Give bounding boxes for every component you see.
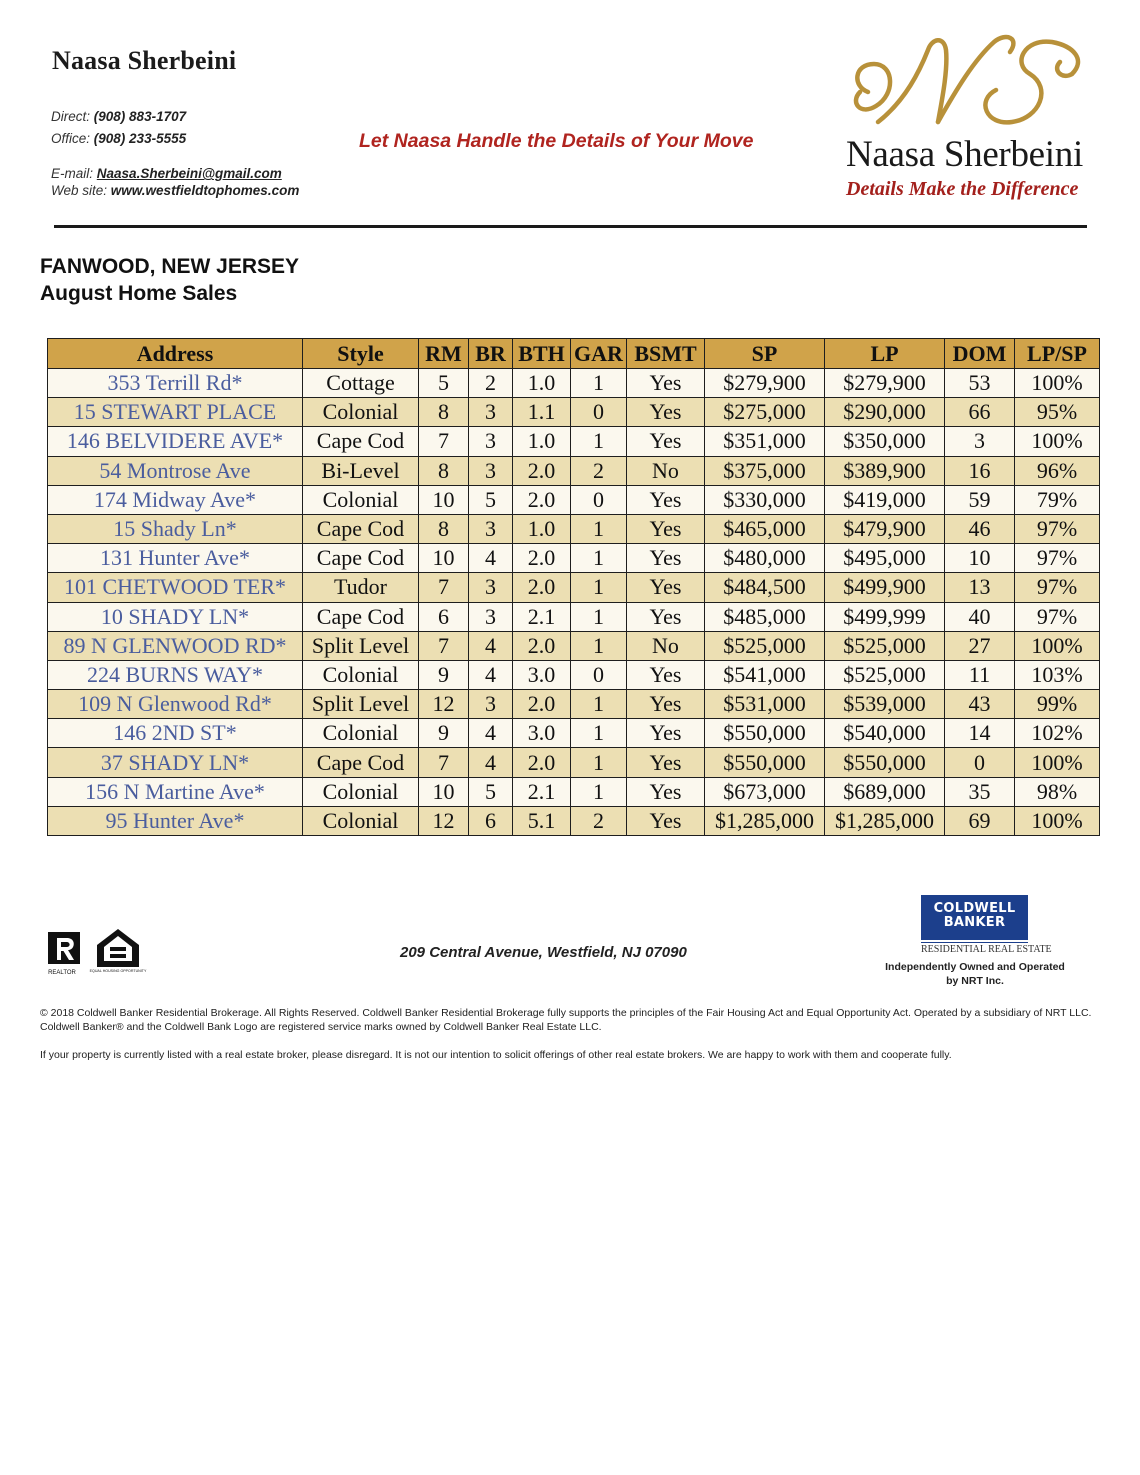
cell-style: Bi-Level [303, 456, 419, 485]
cell-lp-sp: 97% [1015, 544, 1100, 573]
cell-rm: 12 [419, 690, 469, 719]
cell-bth: 1.1 [513, 398, 571, 427]
cell-sp: $465,000 [705, 514, 825, 543]
cell-br: 3 [469, 573, 513, 602]
cell-style: Colonial [303, 719, 419, 748]
cell-lp: $479,900 [825, 514, 945, 543]
cell-address: 15 STEWART PLACE [48, 398, 303, 427]
cell-dom: 53 [945, 369, 1015, 398]
cell-lp: $540,000 [825, 719, 945, 748]
cell-lp-sp: 95% [1015, 398, 1100, 427]
solicitation-disclaimer: If your property is currently listed with a real estate broker, please disregard. It is not our intention to solicit offerings of other real estate brokers. We are happy to work with them and cooperate fully. [40, 1049, 952, 1061]
table-row [48, 398, 1100, 427]
cell-gar: 1 [571, 544, 627, 573]
cell-lp: $495,000 [825, 544, 945, 573]
web-label: Web site: [51, 183, 108, 198]
office-phone: (908) 233-5555 [93, 131, 187, 146]
cell-bsmt: No [627, 456, 705, 485]
table-row [48, 806, 1100, 835]
cell-bsmt: Yes [627, 544, 705, 573]
cell-gar: 1 [571, 602, 627, 631]
cell-rm: 9 [419, 660, 469, 689]
coldwell-banker-logo [921, 895, 1028, 940]
cell-lp: $350,000 [825, 427, 945, 456]
cell-bth: 2.0 [513, 544, 571, 573]
cell-address: 95 Hunter Ave* [48, 806, 303, 835]
report-location: FANWOOD, NEW JERSEY [40, 255, 300, 278]
table-row [48, 456, 1100, 485]
cell-sp: $550,000 [705, 748, 825, 777]
cell-lp-sp: 99% [1015, 690, 1100, 719]
cell-rm: 10 [419, 485, 469, 514]
cell-bth: 2.0 [513, 631, 571, 660]
cb-logo-line1: COLDWELL [933, 901, 1016, 916]
cell-address: 224 BURNS WAY* [48, 660, 303, 689]
column-header-address: Address [48, 339, 303, 369]
cell-address: 89 N GLENWOOD RD* [48, 631, 303, 660]
cell-gar: 1 [571, 573, 627, 602]
table-row [48, 427, 1100, 456]
cell-lp-sp: 96% [1015, 456, 1100, 485]
cell-bsmt: Yes [627, 719, 705, 748]
direct-label: Direct: [51, 109, 91, 124]
cell-lp-sp: 100% [1015, 631, 1100, 660]
table-row [48, 544, 1100, 573]
cell-lp: $499,900 [825, 573, 945, 602]
cell-rm: 10 [419, 777, 469, 806]
cell-style: Cape Cod [303, 748, 419, 777]
cell-sp: $541,000 [705, 660, 825, 689]
cell-lp-sp: 100% [1015, 369, 1100, 398]
cell-style: Colonial [303, 806, 419, 835]
column-header-style: Style [303, 339, 419, 369]
cell-dom: 40 [945, 602, 1015, 631]
cell-lp-sp: 103% [1015, 660, 1100, 689]
cell-gar: 1 [571, 690, 627, 719]
cell-address: 146 2ND ST* [48, 719, 303, 748]
cell-lp-sp: 97% [1015, 514, 1100, 543]
cell-dom: 69 [945, 806, 1015, 835]
cell-lp-sp: 100% [1015, 427, 1100, 456]
cell-gar: 1 [571, 369, 627, 398]
cell-bth: 3.0 [513, 719, 571, 748]
cell-address: 15 Shady Ln* [48, 514, 303, 543]
cell-bsmt: No [627, 631, 705, 660]
table-row [48, 602, 1100, 631]
cell-bth: 1.0 [513, 369, 571, 398]
cell-style: Colonial [303, 485, 419, 514]
cell-lp: $419,000 [825, 485, 945, 514]
cell-lp: $525,000 [825, 660, 945, 689]
cell-rm: 10 [419, 544, 469, 573]
cell-lp: $1,285,000 [825, 806, 945, 835]
cell-gar: 1 [571, 514, 627, 543]
cell-bth: 2.0 [513, 690, 571, 719]
table-row [48, 631, 1100, 660]
svg-text:EQUAL HOUSING OPPORTUNITY: EQUAL HOUSING OPPORTUNITY [89, 969, 147, 973]
cell-gar: 1 [571, 777, 627, 806]
cell-sp: $550,000 [705, 719, 825, 748]
cell-bth: 2.1 [513, 602, 571, 631]
cell-rm: 6 [419, 602, 469, 631]
cell-bsmt: Yes [627, 777, 705, 806]
cell-bth: 2.1 [513, 777, 571, 806]
cell-style: Cape Cod [303, 427, 419, 456]
cell-br: 4 [469, 660, 513, 689]
legal-notice: © 2018 Coldwell Banker Residential Brokerage. All Rights Reserved. Coldwell Banker Residential Brokerage fully supports the principles of the Fair Housing Act and Equal Opportunity Act. Operated by a subsidiary of NRT LLC. Coldwell Banker® and the Coldwell Bank Logo are registered service marks owned by Coldwell Banker Real Estate LLC. [40, 1007, 1092, 1033]
cell-lp: $550,000 [825, 748, 945, 777]
cell-br: 5 [469, 485, 513, 514]
cell-gar: 0 [571, 485, 627, 514]
cell-rm: 8 [419, 514, 469, 543]
table-row [48, 719, 1100, 748]
cell-style: Cape Cod [303, 602, 419, 631]
cell-sp: $485,000 [705, 602, 825, 631]
direct-phone-line [51, 109, 186, 124]
table-row [48, 748, 1100, 777]
cell-bth: 2.0 [513, 748, 571, 777]
cell-br: 3 [469, 602, 513, 631]
cell-address: 156 N Martine Ave* [48, 777, 303, 806]
cell-rm: 7 [419, 573, 469, 602]
cell-bth: 1.0 [513, 427, 571, 456]
cell-bsmt: Yes [627, 690, 705, 719]
cell-address: 174 Midway Ave* [48, 485, 303, 514]
cell-bth: 3.0 [513, 660, 571, 689]
sales-table [47, 338, 1100, 836]
cell-lp-sp: 98% [1015, 777, 1100, 806]
cell-style: Colonial [303, 660, 419, 689]
column-header-dom: DOM [945, 339, 1015, 369]
realtor-icon [46, 930, 86, 976]
cell-sp: $484,500 [705, 573, 825, 602]
cell-gar: 1 [571, 427, 627, 456]
cell-address: 101 CHETWOOD TER* [48, 573, 303, 602]
cell-lp-sp: 97% [1015, 573, 1100, 602]
cell-bsmt: Yes [627, 573, 705, 602]
column-header-bsmt: BSMT [627, 339, 705, 369]
column-header-lp: LP [825, 339, 945, 369]
cb-subtitle: RESIDENTIAL REAL ESTATE [921, 944, 1052, 955]
cell-br: 3 [469, 427, 513, 456]
cell-gar: 0 [571, 660, 627, 689]
cell-br: 6 [469, 806, 513, 835]
cb-independent-note [870, 960, 1080, 988]
cell-style: Cape Cod [303, 514, 419, 543]
cell-dom: 35 [945, 777, 1015, 806]
cell-sp: $673,000 [705, 777, 825, 806]
cell-sp: $275,000 [705, 398, 825, 427]
cell-sp: $1,285,000 [705, 806, 825, 835]
cell-lp: $499,999 [825, 602, 945, 631]
cell-bth: 5.1 [513, 806, 571, 835]
cell-gar: 1 [571, 748, 627, 777]
cell-rm: 5 [419, 369, 469, 398]
cell-style: Cottage [303, 369, 419, 398]
cell-br: 5 [469, 777, 513, 806]
cell-rm: 7 [419, 631, 469, 660]
table-row [48, 573, 1100, 602]
cell-bsmt: Yes [627, 748, 705, 777]
cell-lp-sp: 79% [1015, 485, 1100, 514]
cell-bth: 2.0 [513, 485, 571, 514]
cell-rm: 8 [419, 398, 469, 427]
cell-dom: 3 [945, 427, 1015, 456]
table-row [48, 514, 1100, 543]
cell-lp: $279,900 [825, 369, 945, 398]
cell-br: 3 [469, 690, 513, 719]
cell-dom: 59 [945, 485, 1015, 514]
cell-dom: 43 [945, 690, 1015, 719]
cell-rm: 7 [419, 427, 469, 456]
cell-style: Cape Cod [303, 544, 419, 573]
cell-bth: 2.0 [513, 456, 571, 485]
header-divider [54, 225, 1087, 228]
cell-rm: 12 [419, 806, 469, 835]
direct-phone: (908) 883-1707 [93, 109, 187, 124]
cell-dom: 0 [945, 748, 1015, 777]
cb-indep-line2: by NRT Inc. [946, 975, 1004, 987]
cell-dom: 16 [945, 456, 1015, 485]
cell-lp-sp: 102% [1015, 719, 1100, 748]
tagline: Let Naasa Handle the Details of Your Move [359, 130, 754, 152]
agent-name: Naasa Sherbeini [52, 46, 237, 75]
cell-br: 4 [469, 631, 513, 660]
column-header-lp-sp: LP/SP [1015, 339, 1100, 369]
cell-bsmt: Yes [627, 427, 705, 456]
cell-br: 4 [469, 748, 513, 777]
cell-sp: $279,900 [705, 369, 825, 398]
cell-sp: $531,000 [705, 690, 825, 719]
email-link[interactable]: Naasa.Sherbeini@gmail.com [96, 166, 282, 181]
cell-rm: 7 [419, 748, 469, 777]
cell-style: Colonial [303, 398, 419, 427]
table-body [48, 369, 1100, 836]
cell-gar: 1 [571, 719, 627, 748]
cell-sp: $480,000 [705, 544, 825, 573]
column-header-bth: BTH [513, 339, 571, 369]
cell-gar: 2 [571, 806, 627, 835]
office-phone-line [51, 131, 186, 146]
cell-dom: 46 [945, 514, 1015, 543]
cell-lp-sp: 97% [1015, 602, 1100, 631]
cell-style: Colonial [303, 777, 419, 806]
cell-dom: 11 [945, 660, 1015, 689]
cell-bsmt: Yes [627, 806, 705, 835]
cell-sp: $525,000 [705, 631, 825, 660]
cell-bth: 2.0 [513, 573, 571, 602]
cell-dom: 27 [945, 631, 1015, 660]
cell-dom: 66 [945, 398, 1015, 427]
cell-style: Split Level [303, 631, 419, 660]
cell-sp: $330,000 [705, 485, 825, 514]
cell-address: 131 Hunter Ave* [48, 544, 303, 573]
cb-indep-line1: Independently Owned and Operated [885, 961, 1065, 973]
cell-bsmt: Yes [627, 514, 705, 543]
cell-bsmt: Yes [627, 369, 705, 398]
cell-rm: 8 [419, 456, 469, 485]
email-label: E-mail: [51, 166, 94, 181]
cell-address: 54 Montrose Ave [48, 456, 303, 485]
column-header-gar: GAR [571, 339, 627, 369]
cell-lp-sp: 100% [1015, 806, 1100, 835]
svg-text:REALTOR: REALTOR [48, 970, 76, 976]
logo-name: Naasa Sherbeini [846, 134, 1083, 175]
cell-lp: $389,900 [825, 456, 945, 485]
column-header-sp: SP [705, 339, 825, 369]
cell-sp: $375,000 [705, 456, 825, 485]
cell-style: Tudor [303, 573, 419, 602]
cell-address: 109 N Glenwood Rd* [48, 690, 303, 719]
monogram-logo-icon [846, 30, 1092, 140]
cell-br: 2 [469, 369, 513, 398]
cell-gar: 0 [571, 398, 627, 427]
website-link[interactable]: www.westfieldtophomes.com [110, 183, 300, 198]
cell-br: 3 [469, 398, 513, 427]
table-header-row [48, 339, 1100, 369]
cell-dom: 10 [945, 544, 1015, 573]
cell-lp: $689,000 [825, 777, 945, 806]
report-subtitle: August Home Sales [40, 282, 238, 305]
cell-br: 3 [469, 514, 513, 543]
cell-bsmt: Yes [627, 602, 705, 631]
office-address: 209 Central Avenue, Westfield, NJ 07090 [400, 944, 687, 961]
office-label: Office: [51, 131, 91, 146]
table-row [48, 485, 1100, 514]
cell-address: 146 BELVIDERE AVE* [48, 427, 303, 456]
cb-logo-line2: BANKER [943, 915, 1006, 930]
cell-lp: $290,000 [825, 398, 945, 427]
cell-bsmt: Yes [627, 660, 705, 689]
cell-style: Split Level [303, 690, 419, 719]
cell-lp: $525,000 [825, 631, 945, 660]
table-row [48, 369, 1100, 398]
column-header-br: BR [469, 339, 513, 369]
email-line [51, 166, 282, 181]
cell-br: 3 [469, 456, 513, 485]
cell-address: 37 SHADY LN* [48, 748, 303, 777]
cell-address: 353 Terrill Rd* [48, 369, 303, 398]
cell-bth: 1.0 [513, 514, 571, 543]
cell-bsmt: Yes [627, 398, 705, 427]
cell-dom: 13 [945, 573, 1015, 602]
cell-rm: 9 [419, 719, 469, 748]
cell-lp: $539,000 [825, 690, 945, 719]
table-row [48, 690, 1100, 719]
website-line [51, 183, 299, 198]
cell-bsmt: Yes [627, 485, 705, 514]
equal-housing-icon [89, 927, 147, 977]
table-row [48, 660, 1100, 689]
cell-sp: $351,000 [705, 427, 825, 456]
cell-br: 4 [469, 719, 513, 748]
cell-gar: 2 [571, 456, 627, 485]
cell-dom: 14 [945, 719, 1015, 748]
cell-br: 4 [469, 544, 513, 573]
cell-address: 10 SHADY LN* [48, 602, 303, 631]
table-row [48, 777, 1100, 806]
column-header-rm: RM [419, 339, 469, 369]
logo-slogan: Details Make the Difference [846, 178, 1079, 200]
cell-gar: 1 [571, 631, 627, 660]
cell-lp-sp: 100% [1015, 748, 1100, 777]
